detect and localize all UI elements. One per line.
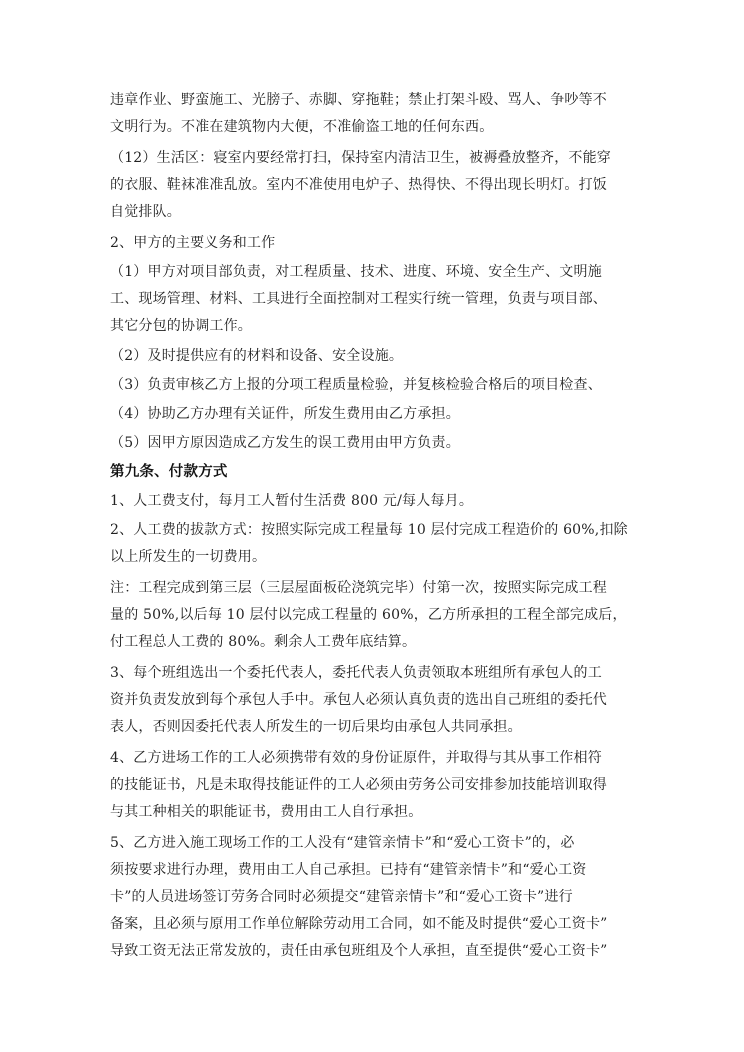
- text-line: 3、每个班组选出一个委托代表人，委托代表人负责领取本班组所有承包人的工: [110, 665, 602, 681]
- text-line: 与其工种相关的职能证书，费用由工人自行承担。: [110, 804, 423, 820]
- text-line: 的技能证书，凡是未取得技能证件的工人必须由劳务公司安排参加技能培训取得: [110, 777, 607, 793]
- text-line: 工、现场管理、材料、工具进行全面控制对工程实行统一管理，负责与项目部、: [110, 291, 607, 307]
- text-line: （2）及时提供应有的材料和设备、安全设施。: [110, 348, 404, 364]
- text-line: 卡”的人员进场签订劳务合同时必须提交“建管亲情卡”和“爱心工资卡”进行: [110, 889, 573, 905]
- text-line: 5、乙方进入施工现场工作的工人没有“建管亲情卡”和“爱心工资卡”的，必: [110, 835, 575, 851]
- text-line: 2、人工费的拔款方式：按照实际完成工程量每 10 层付完成工程造价的 60%,扣除: [110, 522, 628, 538]
- text-line: 表人，否则因委托代表人所发生的一切后果均由承包人共同承担。: [110, 719, 522, 735]
- text-line: 违章作业、野蛮施工、光膀子、赤脚、穿拖鞋；禁止打架斗殴、骂人、争吵等不: [110, 92, 607, 108]
- section-subheading: 2、甲方的主要义务和工作: [110, 235, 276, 251]
- text-line: 付工程总人工费的 80%。剩余人工费年底结算。: [110, 634, 417, 650]
- text-line: 量的 50%,以后每 10 层付以完成工程量的 60%，乙方所承担的工程全部完成后，: [110, 607, 627, 623]
- text-line: 1、人工费支付，每月工人暂付生活费 800 元/每人每月。: [110, 493, 474, 509]
- text-line: （5）因甲方原因造成乙方发生的误工费用由甲方负责。: [110, 435, 460, 451]
- text-line: 其它分包的协调工作。: [110, 318, 252, 334]
- section-heading: 第九条、付款方式: [110, 464, 228, 480]
- text-line: 须按要求进行办理，费用由工人自己承担。已持有“建管亲情卡”和“爱心工资: [110, 862, 587, 878]
- text-line: 以上所发生的一切费用。: [110, 549, 267, 565]
- text-line: 的衣服、鞋袜准准乱放。室内不准使用电炉子、热得快、不得出现长明灯。打饭: [110, 177, 607, 193]
- text-line: 文明行为。不准在建筑物内大便，不准偷盗工地的任何东西。: [110, 119, 494, 135]
- text-line: 导致工资无法正常发放的，责任由承包班组及个人承担，直至提供“爱心工资卡”: [110, 943, 608, 959]
- text-line: （3）负责审核乙方上报的分项工程质量检验，并复核检验合格后的项目检查、: [110, 377, 602, 393]
- text-line: 资并负责发放到每个承包人手中。承包人必须认真负责的选出自己班组的委托代: [110, 692, 607, 708]
- text-line: 自觉排队。: [110, 204, 181, 220]
- text-line: （1）甲方对项目部负责，对工程质量、技术、进度、环境、安全生产、文明施: [110, 264, 602, 280]
- text-line: （4）协助乙方办理有关证件，所发生费用由乙方承担。: [110, 406, 460, 422]
- text-line: 4、乙方进场工作的工人必须携带有效的身份证原件，并取得与其从事工作相符: [110, 750, 602, 766]
- text-line: 注：工程完成到第三层（三层屋面板砼浇筑完毕）付第一次，按照实际完成工程: [110, 580, 607, 596]
- text-line: （12）生活区：寝室内要经常打扫，保持室内清洁卫生，被褥叠放整齐，不能穿: [110, 150, 612, 166]
- text-line: 备案，且必须与原用工作单位解除劳动用工合同，如不能及时提供“爱心工资卡”: [110, 916, 608, 932]
